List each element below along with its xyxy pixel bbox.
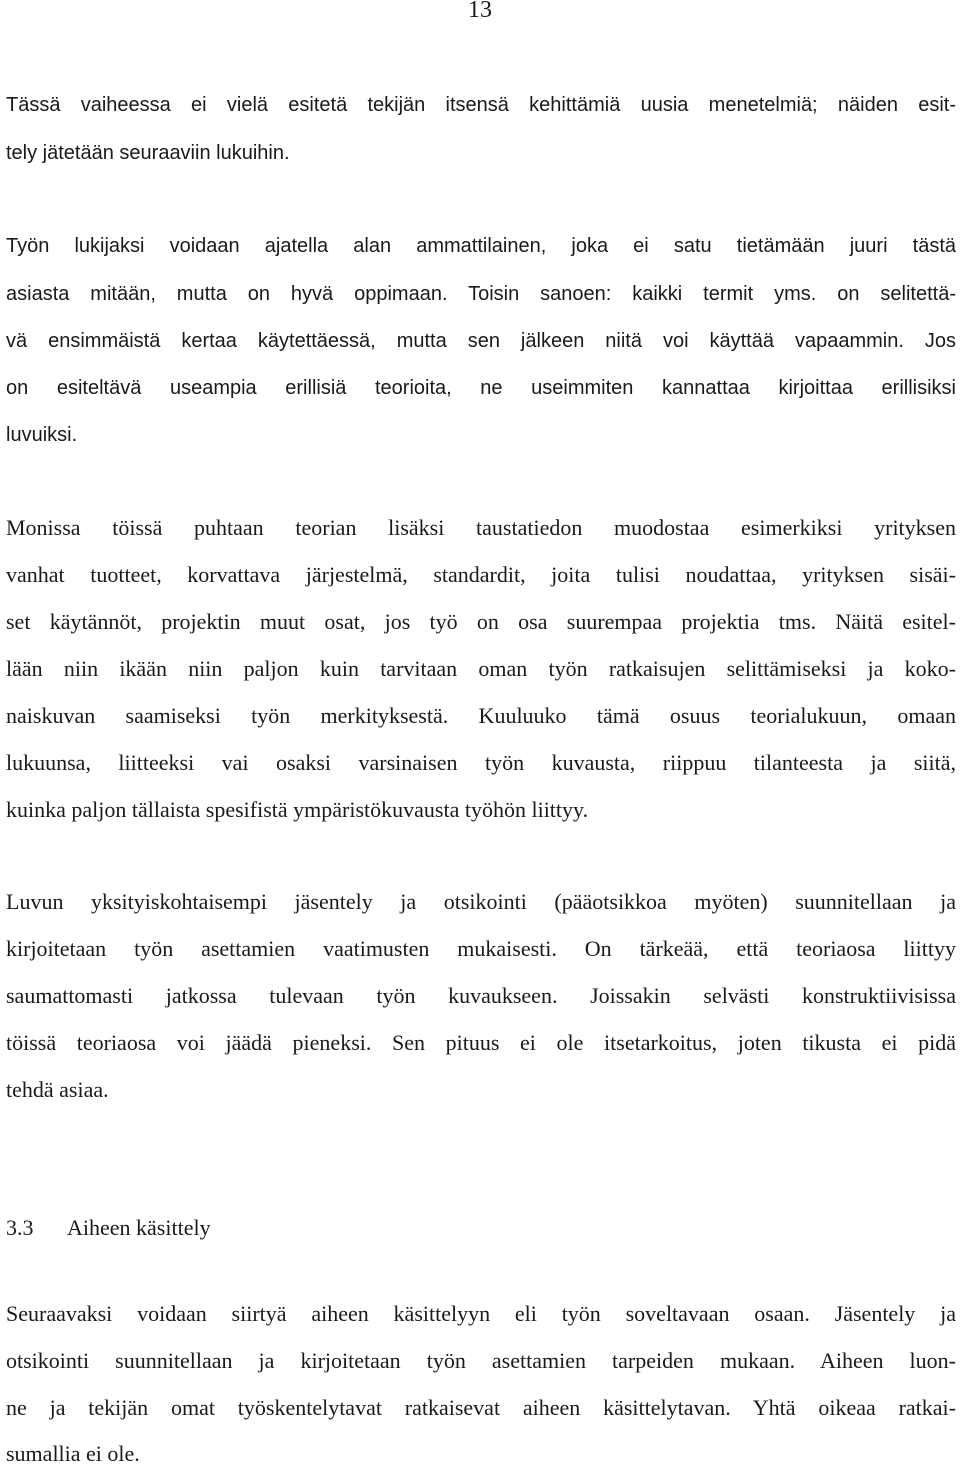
paragraph-2-line-4: on esiteltävä useampia erillisiä teorioita, ne useimmiten kannattaa kirjoittaa erillisiksi: [6, 377, 956, 399]
paragraph-4-line-3: saumattomasti jatkossa tulevaan työn kuvaukseen. Joissakin selvästi konstruktiivisissa: [6, 983, 956, 1008]
final-paragraph-line-3: ne ja tekijän omat työskentelytavat ratkaisevat aiheen käsittelytavan. Yhtä oikeaa ratkai-: [6, 1395, 956, 1420]
paragraph-4-line-5: tehdä asiaa.: [6, 1077, 109, 1102]
paragraph-3-line-5: naiskuvan saamiseksi työn merkityksestä. Kuuluuko tämä osuus teorialukuun, omaan: [6, 703, 956, 728]
paragraph-2-line-2: asiasta mitään, mutta on hyvä oppimaan. Toisin sanoen: kaikki termit yms. on selitettä-: [6, 283, 956, 305]
paragraph-4-line-2: kirjoitetaan työn asettamien vaatimusten mukaisesti. On tärkeää, että teoriaosa liittyy: [6, 936, 956, 961]
paragraph-3-line-2: vanhat tuotteet, korvattava järjestelmä, standardit, joita tulisi noudattaa, yrityksen sisäi-: [6, 562, 956, 587]
paragraph-1-line-1: Tässä vaiheessa ei vielä esitetä tekijän itsensä kehittämiä uusia menetelmiä; näiden esit-: [6, 94, 956, 116]
section-title: Aiheen käsittely: [67, 1215, 211, 1240]
final-paragraph-line-4: sumallia ei ole.: [6, 1441, 140, 1466]
paragraph-3-line-4: lään niin ikään niin paljon kuin tarvitaan oman työn ratkaisujen selittämiseksi ja koko-: [6, 656, 956, 681]
paragraph-4-line-4: töissä teoriaosa voi jäädä pieneksi. Sen pituus ei ole itsetarkoitus, joten tikusta ei pidä: [6, 1030, 956, 1055]
paragraph-2-line-3: vä ensimmäistä kertaa käytettäessä, mutta sen jälkeen niitä voi käyttää vapaammin. Jos: [6, 330, 956, 352]
section-heading: [6, 1214, 211, 1242]
final-paragraph-line-1: Seuraavaksi voidaan siirtyä aiheen käsittelyyn eli työn soveltavaan osaan. Jäsentely ja: [6, 1301, 956, 1326]
paragraph-2-line-5: luvuiksi.: [6, 424, 78, 446]
paragraph-4-line-1: Luvun yksityiskohtaisempi jäsentely ja otsikointi (pääotsikkoa myöten) suunnitellaan ja: [6, 889, 956, 914]
paragraph-3-line-6: lukuunsa, liitteeksi vai osaksi varsinaisen työn kuvausta, riippuu tilanteesta ja siitä,: [6, 750, 956, 775]
paragraph-3-line-7: kuinka paljon tällaista spesifistä ympäristökuvausta työhön liittyy.: [6, 797, 589, 822]
paragraph-1-line-2: tely jätetään seuraaviin lukuihin.: [6, 142, 290, 164]
paragraph-2-line-1: Työn lukijaksi voidaan ajatella alan ammattilainen, joka ei satu tietämään juuri tästä: [6, 235, 956, 257]
page-number: 13: [468, 0, 492, 23]
final-paragraph-line-2: otsikointi suunnitellaan ja kirjoitetaan työn asettamien tarpeiden mukaan. Aiheen luon-: [6, 1348, 956, 1373]
paragraph-3-line-3: set käytännöt, projektin muut osat, jos työ on osa suurempaa projektia tms. Näitä esitel-: [6, 609, 956, 634]
paragraph-3-line-1: Monissa töissä puhtaan teorian lisäksi taustatiedon muodostaa esimerkiksi yrityksen: [6, 515, 956, 540]
section-number: 3.3: [6, 1215, 34, 1240]
